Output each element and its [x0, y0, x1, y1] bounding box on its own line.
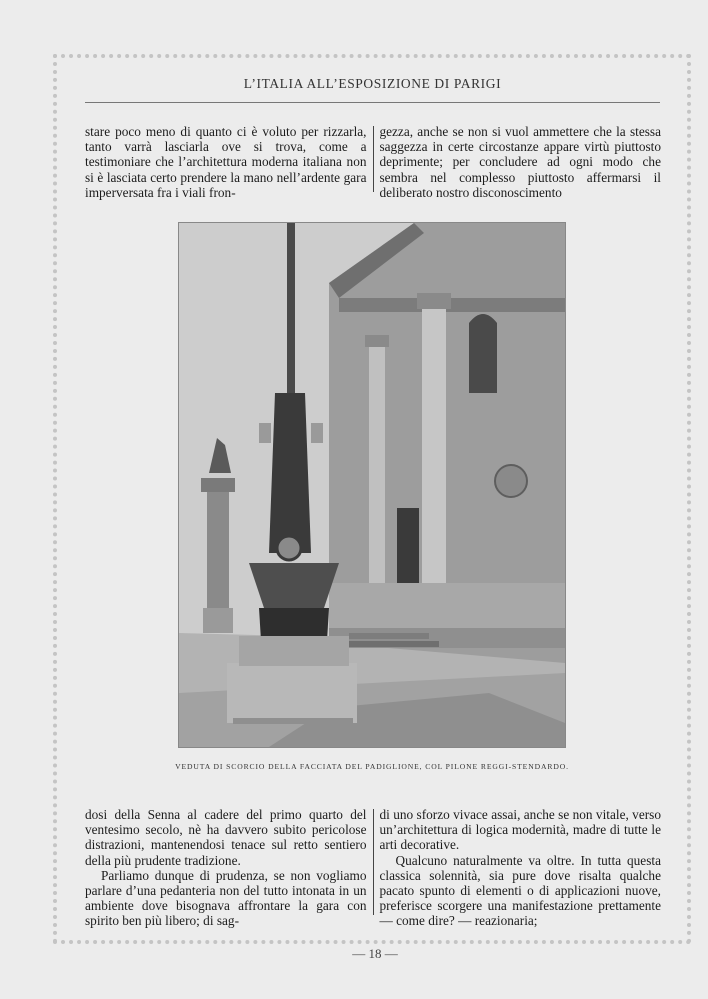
bottom-right-column	[379, 807, 661, 929]
pavilion-photo	[178, 222, 566, 748]
top-left-column	[85, 124, 367, 200]
column-divider	[373, 809, 374, 915]
paragraph: gezza, anche se non si vuol ammettere che la stessa saggezza in certe circostanze appare virtù piuttosto deprimente; per concludere ad ogni modo che sembra nel complesso piuttosto affermarsi il deliberato nostro disconoscimento	[379, 124, 661, 200]
header-rule	[85, 102, 660, 103]
pavilion-illustration	[179, 223, 565, 747]
figure-caption: VEDUTA DI SCORCIO DELLA FACCIATA DEL PADIGLIONE, COL PILONE REGGI-STENDARDO.	[175, 762, 569, 771]
top-text-block	[85, 124, 661, 200]
bottom-left-column	[85, 807, 367, 929]
paragraph: di uno sforzo vivace assai, anche se non vitale, verso un’architettura di logica modernità, madre di tutte le arti decorative.	[379, 807, 661, 853]
top-right-column	[379, 124, 661, 200]
paragraph: stare poco meno di quanto ci è voluto per rizzarla, tanto varrà lasciarla ove si trova, come a testimoniare che l’architettura moderna italiana non si è lasciata certo prendere la mano nell’ardente gara imperversata fra i viali fron-	[85, 124, 367, 200]
paragraph: Qualcuno naturalmente va oltre. In tutta questa classica solennità, sia pure dove risalta qualche pacato spunto di elementi o di applicazioni nuove, preferisce scorgere una manifestazione prettamente — come dire? — reazionaria;	[379, 852, 661, 929]
paragraph: dosi della Senna al cadere del primo quarto del ventesimo secolo, nè ha davvero subito pericolose distrazioni, mantenendosi tenace sul retto sentiero della più prudente tradizione.	[85, 807, 367, 868]
running-head: L’ITALIA ALL’ESPOSIZIONE DI PARIGI	[243, 76, 502, 91]
page-number: — 18 —	[352, 946, 398, 961]
bottom-text-block	[85, 807, 661, 929]
paragraph: Parliamo dunque di prudenza, se non vogliamo parlare d’una pedanteria non del tutto intonata in un ambiente dove bisognava affrontare la gara con spirito ben più libero; di sag-	[85, 867, 367, 929]
column-divider	[373, 126, 374, 192]
